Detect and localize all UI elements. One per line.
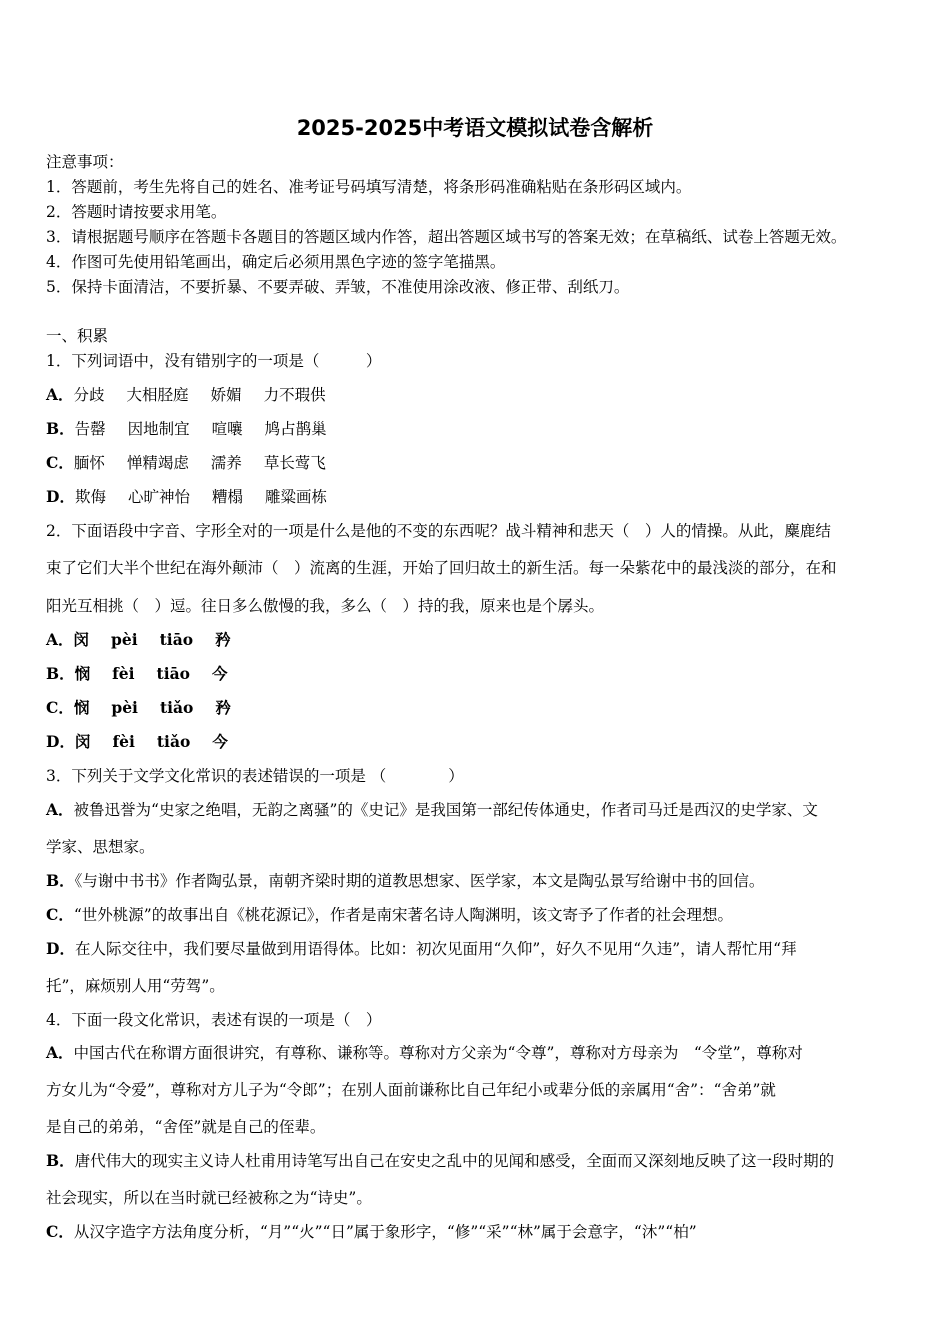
option-word: 大相胫庭 bbox=[126, 386, 189, 404]
option-part: fèi bbox=[112, 664, 135, 683]
q3-option-a-line-1: A．被鲁迅誉为“史家之绝唱，无韵之离骚”的《史记》是我国第一部纪传体通史，作者司马迁是西汉的史学家、文 bbox=[46, 800, 818, 819]
q2-option-c bbox=[46, 698, 253, 718]
option-part: tiāo bbox=[159, 630, 194, 649]
option-letter: A． bbox=[46, 385, 74, 404]
q4-option-b-line-1: B．唐代伟大的现实主义诗人杜甫用诗笔写出自己在安史之乱中的见闻和感受，全面而又深刻地反映了这一段时期的 bbox=[46, 1151, 835, 1170]
section-heading: 一、积累 bbox=[46, 327, 109, 345]
option-letter: B． bbox=[46, 419, 75, 438]
q2-option-a bbox=[46, 630, 253, 650]
q1-stem: 1．下列词语中，没有错别字的一项是（ ） bbox=[46, 352, 382, 370]
option-part: 闵 bbox=[73, 630, 90, 649]
q3-option-d-line-1: D．在人际交往中，我们要尽量做到用语得体。比如：初次见面用“久仰”，好久不见用“久违”，请人帮忙用“拜 bbox=[46, 939, 797, 958]
notice-heading: 注意事项： bbox=[46, 153, 124, 171]
option-part: 今 bbox=[212, 732, 228, 751]
option-part: 闵 bbox=[74, 732, 91, 751]
option-word: 娇媚 bbox=[210, 386, 242, 404]
option-part: pèi bbox=[111, 698, 138, 717]
page-title: 2025-2025中考语文模拟试卷含解析 bbox=[296, 116, 654, 140]
q3-stem: 3．下列关于文学文化常识的表述错误的一项是 （ ） bbox=[46, 767, 464, 785]
q4-stem: 4．下面一段文化常识，表述有误的一项是（ ） bbox=[46, 1011, 382, 1029]
notice-item-2: 2．答题时请按要求用笔。 bbox=[46, 203, 227, 221]
option-letter: A． bbox=[46, 630, 74, 649]
option-letter: D． bbox=[46, 487, 75, 506]
q3-option-c: C．“世外桃源”的故事出自《桃花源记》，作者是南宋著名诗人陶渊明，该文寄予了作者的社会理想。 bbox=[46, 905, 733, 924]
option-letter: C． bbox=[46, 698, 74, 717]
option-part: 悯 bbox=[73, 698, 90, 717]
option-part: 今 bbox=[211, 664, 228, 683]
q4-option-b-line-2: 社会现实，所以在当时就已经被称之为“诗史”。 bbox=[46, 1189, 372, 1207]
q1-option-d bbox=[46, 487, 349, 507]
option-word: 分歧 bbox=[73, 386, 105, 404]
option-word: 喧嚷 bbox=[211, 420, 243, 438]
option-letter: C． bbox=[46, 453, 74, 472]
q3-option-b: B．《与谢中书书》作者陶弘景，南朝齐梁时期的道教思想家、医学家，本文是陶弘景写给谢中书的回信。 bbox=[46, 871, 765, 890]
q4-option-c-line-1: C．从汉字造字方法角度分析，“月”“火”“日”属于象形字，“修”“采”“林”属于会意字，“沐”“柏” bbox=[46, 1222, 697, 1241]
notice-item-5: 5．保持卡面清洁，不要折暴、不要弄破、弄皱，不准使用涂改液、修正带、刮纸刀。 bbox=[46, 278, 630, 296]
notice-item-4: 4．作图可先使用铅笔画出，确定后必须用黑色字迹的签字笔描黑。 bbox=[46, 253, 506, 271]
option-part: tiǎo bbox=[159, 698, 194, 717]
q3-option-d-line-2: 托”，麻烦别人用“劳驾”。 bbox=[46, 977, 225, 995]
option-letter: D． bbox=[46, 732, 75, 751]
q4-option-a-line-2: 方女儿为“令爱”，尊称对方儿子为“令郎”；在别人面前谦称比自己年纪小或辈分低的亲属用“舍”：“舍弟”就 bbox=[46, 1081, 776, 1099]
q1-option-a bbox=[46, 385, 348, 405]
option-part: tiāo bbox=[156, 664, 190, 683]
q2-stem-line-2: 束了它们大半个世纪在海外颠沛（ ）流离的生涯，开始了回归故土的新生活。每一朵紫花中的最浅淡的部分，在和 bbox=[46, 559, 837, 577]
option-word: 心旷神怡 bbox=[127, 488, 190, 506]
option-word: 雕粱画栋 bbox=[265, 488, 328, 506]
option-word: 鸠占鹊巢 bbox=[264, 420, 327, 438]
option-word: 力不瑕供 bbox=[263, 386, 326, 404]
q4-option-a-line-3: 是自己的弟弟，“舍侄”就是自己的侄辈。 bbox=[46, 1118, 326, 1136]
option-word: 欺侮 bbox=[74, 488, 106, 506]
option-word: 因地制宜 bbox=[127, 420, 190, 438]
q2-option-b bbox=[46, 664, 250, 684]
option-part: pèi bbox=[111, 630, 138, 649]
notice-item-1: 1．答题前，考生先将自己的姓名、准考证号码填写清楚，将条形码准确粘贴在条形码区域内。 bbox=[46, 178, 692, 196]
q1-option-c bbox=[46, 453, 348, 473]
option-letter: B． bbox=[46, 664, 75, 683]
option-word: 濡养 bbox=[210, 454, 242, 472]
q2-option-d bbox=[46, 732, 250, 752]
q4-option-a-line-1: A．中国古代在称谓方面很讲究，有尊称、谦称等。尊称对方父亲为“令尊”，尊称对方母亲为 “令堂”，尊称对 bbox=[46, 1043, 803, 1062]
option-word: 腼怀 bbox=[73, 454, 105, 472]
option-word: 草长莺飞 bbox=[263, 454, 326, 472]
option-word: 惮精竭虑 bbox=[126, 454, 189, 472]
option-part: fèi bbox=[112, 732, 135, 751]
option-word: 告罄 bbox=[74, 420, 106, 438]
option-word: 糟榻 bbox=[211, 488, 243, 506]
option-part: 矜 bbox=[215, 698, 231, 717]
q1-option-b bbox=[46, 419, 349, 439]
option-part: 悯 bbox=[74, 664, 91, 683]
q2-stem-line-1: 2．下面语段中字音、字形全对的一项是什么是他的不变的东西呢？战斗精神和悲天（ ）人的情操。从此，麋鹿结 bbox=[46, 522, 831, 540]
q2-stem-line-3: 阳光互相挑（ ）逗。往日多么傲慢的我，多么（ ）持的我，原来也是个孱头。 bbox=[46, 597, 605, 615]
option-part: tiǎo bbox=[156, 732, 191, 751]
option-part: 矜 bbox=[215, 630, 231, 649]
q3-option-a-line-2: 学家、思想家。 bbox=[46, 838, 155, 856]
notice-item-3: 3．请根据题号顺序在答题卡各题目的答题区域内作答，超出答题区域书写的答案无效；在草稿纸、试卷上答题无效。 bbox=[46, 228, 847, 246]
